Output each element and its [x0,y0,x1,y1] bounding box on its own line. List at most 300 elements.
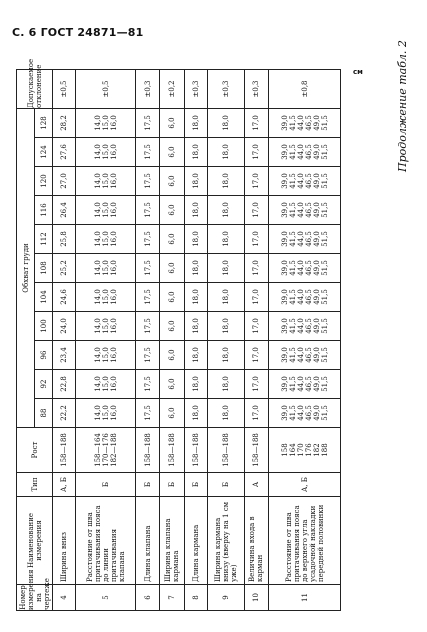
page-header: С. 6 ГОСТ 24871—81 [12,26,144,39]
measurement-name: Длина клапана [136,497,159,585]
value-cell [184,167,207,196]
value-cell [244,283,269,312]
type-cell: Б [184,473,207,497]
value-cell-line: 51,5 [320,144,329,160]
value-cell-line: 44,0 [296,231,305,247]
row-number: 7 [159,585,184,611]
value-cell [136,167,159,196]
value-cell-line: 46,5 [304,289,313,305]
value-cell [207,196,244,225]
value-cell [76,399,136,428]
value-cell-line: 46,5 [304,144,313,160]
tolerance-cell: ±0,8 [269,70,341,109]
value-cell-line: 6,0 [167,320,176,332]
growth-cell-line: 170 [296,443,305,457]
value-cell-line: 6,0 [167,204,176,216]
value-cell-line: 17,0 [252,173,261,189]
size-header: 112 [35,225,53,254]
value-cell-line: 14,0 [93,260,102,276]
value-cell-line: 44,0 [296,260,305,276]
value-cell-line: 18,0 [191,144,200,160]
type-cell: Б [159,473,184,497]
value-cell-line: 14,0 [93,144,102,160]
value-cell-line: 15,0 [101,318,110,334]
table-frame [16,58,341,611]
value-cell [159,109,184,138]
value-cell [269,399,341,428]
value-cell [207,341,244,370]
value-cell-line: 17,0 [252,115,261,131]
value-cell-line: 18,0 [221,318,230,334]
value-cell [53,312,76,341]
value-cell-line: 17,5 [143,405,152,421]
value-cell-line: 15,0 [101,289,110,305]
value-cell-line: 17,5 [143,376,152,392]
value-cell [136,196,159,225]
value-cell-line: 23,4 [60,347,69,363]
value-cell [76,109,136,138]
size-header: 124 [35,138,53,167]
value-cell-line: 17,5 [143,202,152,218]
value-cell [269,138,341,167]
value-cell [159,225,184,254]
value-cell-line: 18,0 [191,115,200,131]
value-cell-line: 18,0 [221,405,230,421]
value-cell [53,138,76,167]
value-cell-line: 44,0 [296,202,305,218]
value-cell-line: 18,0 [221,376,230,392]
value-cell-line: 44,0 [296,173,305,189]
type-cell: Б [207,473,244,497]
tolerance-cell: ±0,3 [136,70,159,109]
value-cell-line: 16,0 [109,405,118,421]
value-cell-line: 44,0 [296,144,305,160]
table-row [244,70,269,611]
tolerance-cell: ±0,3 [207,70,244,109]
growth-cell [76,428,136,473]
type-cell: А [244,473,269,497]
value-cell-line: 39,0 [280,405,289,421]
growth-cell-line: 170—176 [101,433,110,467]
value-cell-line: 46,5 [304,202,313,218]
type-cell: Б [76,473,136,497]
type-cell: Б [136,473,159,497]
table-row [159,70,184,611]
value-cell [159,283,184,312]
value-cell-line: 14,0 [93,318,102,334]
rotated-table-wrapper [16,58,341,611]
size-header: 96 [35,341,53,370]
value-cell-line: 14,0 [93,115,102,131]
table-row [207,70,244,611]
value-cell-line: 39,0 [280,318,289,334]
size-header: 108 [35,254,53,283]
value-cell-line: 18,0 [191,376,200,392]
value-cell-line: 6,0 [167,233,176,245]
table-row [76,70,136,611]
value-cell-line: 41,5 [288,231,297,247]
measurement-name: Ширина клапана кармана [159,497,184,585]
value-cell [269,312,341,341]
value-cell [207,167,244,196]
type-cell: А, Б [269,473,341,497]
value-cell-line: 27,6 [60,144,69,160]
row-number: 9 [207,585,244,611]
value-cell [207,109,244,138]
row-number: 4 [53,585,76,611]
value-cell [269,283,341,312]
row-number: 6 [136,585,159,611]
value-cell-line: 51,5 [320,231,329,247]
value-cell-line: 41,5 [288,347,297,363]
value-cell-line: 46,5 [304,260,313,276]
value-cell-line: 18,0 [221,260,230,276]
measurements-table [16,58,341,611]
value-cell-line: 16,0 [109,289,118,305]
header-name: Наименование измерения [17,497,53,585]
value-cell-line: 39,0 [280,260,289,276]
value-cell [244,254,269,283]
value-cell [269,370,341,399]
header-girth-group: Обхват груди [17,109,35,428]
header-tolerance: Допускаемое отклонение [17,70,53,109]
value-cell-line: 44,0 [296,405,305,421]
row-number: 11 [269,585,341,611]
unit-note: см [353,68,363,76]
value-cell-line: 6,0 [167,175,176,187]
value-cell [244,138,269,167]
value-cell-line: 46,5 [304,405,313,421]
value-cell [244,341,269,370]
value-cell [159,341,184,370]
value-cell-line: 16,0 [109,231,118,247]
value-cell [159,138,184,167]
value-cell-line: 51,5 [320,376,329,392]
value-cell-line: 18,0 [191,318,200,334]
value-cell [53,283,76,312]
value-cell-line: 41,5 [288,289,297,305]
value-cell-line: 14,0 [93,376,102,392]
growth-cell-line: 158 [280,443,289,457]
measurement-name: Расстояние от шва притачивания пояса до верхнего угла усадочной накладки передней половинки [269,497,341,585]
value-cell-line: 18,0 [191,173,200,189]
value-cell [269,109,341,138]
size-header: 116 [35,196,53,225]
value-cell-line: 18,0 [191,260,200,276]
value-cell [159,370,184,399]
value-cell-line: 49,0 [312,260,321,276]
value-cell-line: 17,0 [252,202,261,218]
value-cell [136,254,159,283]
growth-cell [184,428,207,473]
value-cell [184,109,207,138]
growth-cell-line: 158—188 [143,433,152,467]
value-cell [53,370,76,399]
value-cell [244,370,269,399]
value-cell [136,312,159,341]
value-cell [269,341,341,370]
value-cell-line: 24,0 [60,318,69,334]
value-cell-line: 6,0 [167,407,176,419]
value-cell-line: 17,5 [143,115,152,131]
value-cell-line: 18,0 [221,202,230,218]
value-cell-line: 28,2 [60,115,69,131]
value-cell-line: 14,0 [93,405,102,421]
value-cell-line: 15,0 [101,347,110,363]
tolerance-cell: ±0,5 [53,70,76,109]
value-cell-line: 49,0 [312,347,321,363]
value-cell-line: 18,0 [221,231,230,247]
value-cell-line: 49,0 [312,318,321,334]
value-cell-line: 18,0 [221,173,230,189]
value-cell-line: 18,0 [221,144,230,160]
value-cell-line: 22,2 [60,405,69,421]
value-cell [53,399,76,428]
value-cell-line: 51,5 [320,289,329,305]
value-cell-line: 6,0 [167,146,176,158]
value-cell-line: 46,5 [304,347,313,363]
value-cell-line: 41,5 [288,405,297,421]
value-cell-line: 22,8 [60,376,69,392]
value-cell-line: 14,0 [93,173,102,189]
value-cell-line: 16,0 [109,347,118,363]
value-cell [184,283,207,312]
growth-cell [159,428,184,473]
value-cell-line: 51,5 [320,318,329,334]
value-cell [244,109,269,138]
value-cell-line: 17,5 [143,289,152,305]
value-cell [207,370,244,399]
value-cell-line: 14,0 [93,202,102,218]
value-cell-line: 15,0 [101,231,110,247]
measurement-name: Величина входа в карман [244,497,269,585]
value-cell-line: 46,5 [304,318,313,334]
value-cell-line: 17,0 [252,405,261,421]
value-cell [53,341,76,370]
table-body [53,70,341,611]
value-cell-line: 6,0 [167,378,176,390]
value-cell-line: 16,0 [109,115,118,131]
value-cell [207,283,244,312]
tolerance-cell: ±0,2 [159,70,184,109]
value-cell-line: 39,0 [280,289,289,305]
value-cell-line: 17,0 [252,231,261,247]
value-cell-line: 27,0 [60,173,69,189]
value-cell-line: 41,5 [288,318,297,334]
value-cell [76,283,136,312]
value-cell [136,109,159,138]
value-cell [207,138,244,167]
growth-cell-line: 176 [304,443,313,457]
value-cell [53,254,76,283]
value-cell [76,196,136,225]
value-cell-line: 39,0 [280,173,289,189]
value-cell-line: 17,0 [252,260,261,276]
value-cell [184,138,207,167]
value-cell-line: 44,0 [296,115,305,131]
value-cell [136,370,159,399]
value-cell-line: 14,0 [93,347,102,363]
header-type: Тип [17,473,53,497]
growth-cell-line: 158—188 [221,433,230,467]
value-cell [207,254,244,283]
value-cell [159,254,184,283]
value-cell-line: 6,0 [167,291,176,303]
value-cell-line: 25,2 [60,260,69,276]
value-cell-line: 18,0 [191,347,200,363]
value-cell [184,341,207,370]
value-cell-line: 51,5 [320,260,329,276]
value-cell-line: 18,0 [221,115,230,131]
value-cell [159,167,184,196]
value-cell-line: 41,5 [288,173,297,189]
value-cell-line: 41,5 [288,144,297,160]
value-cell-line: 44,0 [296,376,305,392]
value-cell-line: 41,5 [288,376,297,392]
value-cell-line: 39,0 [280,347,289,363]
value-cell [76,370,136,399]
value-cell-line: 51,5 [320,347,329,363]
growth-cell [269,428,341,473]
value-cell-line: 17,5 [143,144,152,160]
value-cell-line: 17,0 [252,376,261,392]
value-cell [184,254,207,283]
value-cell-line: 16,0 [109,260,118,276]
value-cell-line: 15,0 [101,144,110,160]
value-cell-line: 49,0 [312,289,321,305]
table-row [184,70,207,611]
growth-cell [244,428,269,473]
value-cell-line: 15,0 [101,405,110,421]
value-cell-line: 14,0 [93,289,102,305]
value-cell-line: 39,0 [280,376,289,392]
growth-cell-line: 158—188 [252,433,261,467]
value-cell-line: 15,0 [101,173,110,189]
value-cell [184,312,207,341]
table-caption: Продолжение табл. 2 [396,40,409,172]
table-row [269,70,341,611]
value-cell-line: 46,5 [304,376,313,392]
growth-cell-line: 158—188 [167,433,176,467]
value-cell-line: 6,0 [167,117,176,129]
growth-cell-line: 164 [288,443,297,457]
size-header: 104 [35,283,53,312]
value-cell-line: 46,5 [304,231,313,247]
value-cell-line: 41,5 [288,115,297,131]
value-cell-line: 17,0 [252,289,261,305]
value-cell-line: 41,5 [288,202,297,218]
value-cell [136,341,159,370]
value-cell-line: 14,0 [93,231,102,247]
value-cell [184,196,207,225]
value-cell [136,399,159,428]
size-header: 120 [35,167,53,196]
value-cell [76,138,136,167]
row-number: 8 [184,585,207,611]
value-cell [184,225,207,254]
row-number: 5 [76,585,136,611]
value-cell-line: 46,5 [304,115,313,131]
value-cell-line: 6,0 [167,349,176,361]
value-cell [76,167,136,196]
measurement-name: Длина кармана [184,497,207,585]
size-header: 100 [35,312,53,341]
value-cell-line: 18,0 [191,405,200,421]
value-cell [76,254,136,283]
growth-cell-line: 158—164 [93,433,102,467]
value-cell-line: 44,0 [296,289,305,305]
value-cell-line: 17,5 [143,231,152,247]
value-cell-line: 51,5 [320,405,329,421]
value-cell [269,196,341,225]
value-cell-line: 17,5 [143,260,152,276]
measurement-name: Расстояние от шва притачивания пояса до линии притачивания клапана [76,497,136,585]
value-cell [269,225,341,254]
value-cell [53,225,76,254]
tolerance-cell: ±0,5 [76,70,136,109]
value-cell-line: 17,5 [143,318,152,334]
value-cell [159,196,184,225]
growth-cell-line: 182—188 [109,433,118,467]
growth-cell-line: 182 [312,443,321,457]
growth-cell-line: 188 [320,443,329,457]
value-cell [76,341,136,370]
value-cell-line: 16,0 [109,376,118,392]
value-cell-line: 16,0 [109,318,118,334]
value-cell-line: 44,0 [296,347,305,363]
value-cell-line: 17,5 [143,347,152,363]
value-cell-line: 16,0 [109,173,118,189]
value-cell-line: 39,0 [280,115,289,131]
value-cell [159,312,184,341]
value-cell [184,399,207,428]
growth-cell [207,428,244,473]
value-cell [244,225,269,254]
table-row [53,70,76,611]
value-cell-line: 16,0 [109,202,118,218]
value-cell [76,225,136,254]
value-cell-line: 39,0 [280,202,289,218]
row-number: 10 [244,585,269,611]
value-cell-line: 15,0 [101,260,110,276]
size-header: 88 [35,399,53,428]
growth-cell [53,428,76,473]
value-cell-line: 49,0 [312,376,321,392]
value-cell-line: 51,5 [320,173,329,189]
value-cell [53,167,76,196]
value-cell-line: 18,0 [221,289,230,305]
value-cell [159,399,184,428]
table-row [136,70,159,611]
value-cell-line: 24,6 [60,289,69,305]
value-cell-line: 39,0 [280,144,289,160]
value-cell [269,167,341,196]
value-cell-line: 18,0 [191,289,200,305]
value-cell [207,225,244,254]
value-cell-line: 49,0 [312,405,321,421]
value-cell [184,370,207,399]
value-cell [244,196,269,225]
value-cell-line: 25,8 [60,231,69,247]
value-cell-line: 49,0 [312,115,321,131]
growth-cell-line: 158—188 [60,433,69,467]
value-cell-line: 49,0 [312,173,321,189]
value-cell-line: 51,5 [320,202,329,218]
tolerance-cell: ±0,3 [184,70,207,109]
header-growth: Рост [17,428,53,473]
value-cell-line: 46,5 [304,173,313,189]
value-cell-line: 17,5 [143,173,152,189]
